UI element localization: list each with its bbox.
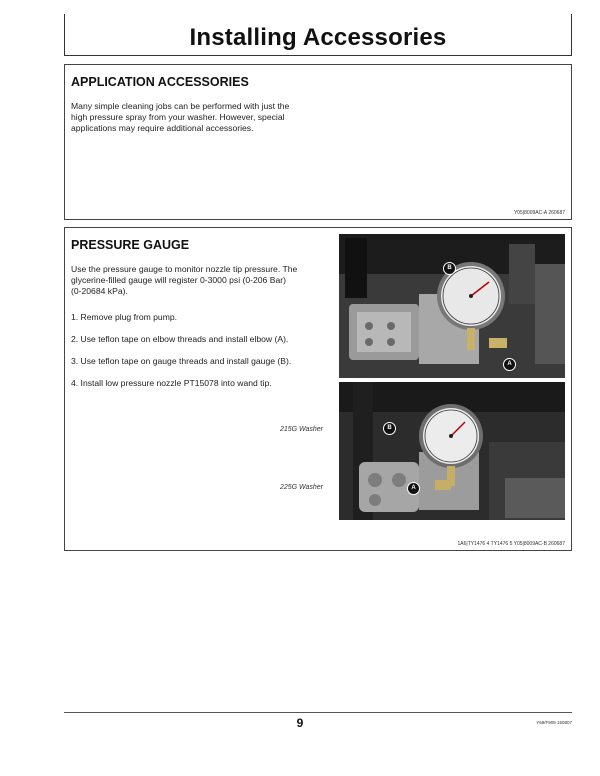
intro-line-3: (0-20684 kPa).	[71, 286, 128, 296]
gauge-photo-215g	[339, 234, 565, 378]
intro-line-2: glycerine-filled gauge will register 0-3000 psi (0-206 Bar)	[71, 275, 286, 285]
installation-steps	[71, 312, 331, 400]
step-item: 2. Use teflon tape on elbow threads and install elbow (A).	[71, 334, 289, 344]
body-line-1: Many simple cleaning jobs can be performed with just the	[71, 101, 290, 111]
callout-a: A	[407, 482, 420, 495]
pressure-gauge-section	[64, 227, 572, 551]
intro-line-1: Use the pressure gauge to monitor nozzle tip pressure. The	[71, 264, 298, 274]
callout-a: A	[503, 358, 516, 371]
page-title: Installing Accessories	[189, 24, 447, 51]
step-item: 4. Install low pressure nozzle PT15078 into wand tip.	[71, 378, 272, 388]
photo-caption-225g: 225G Washer	[279, 484, 323, 491]
application-accessories-section	[64, 64, 572, 220]
step-item: 3. Use teflon tape on gauge threads and install gauge (B).	[71, 356, 292, 366]
gauge-photo-225g-art	[339, 382, 565, 520]
body-line-2: high pressure spray from your washer. However, special	[71, 112, 285, 122]
photo-caption-215g: 215G Washer	[279, 426, 323, 433]
reference-code: 1A6|TY1476 4 TY1476 5 Y05|8009AC-B 260687	[457, 541, 565, 547]
page-number: 9	[296, 716, 304, 730]
body-line-3: applications may require additional accessories.	[71, 123, 254, 133]
page-header	[64, 14, 572, 56]
gauge-photo-215g-art	[339, 234, 565, 378]
section-heading: APPLICATION ACCESSORIES	[71, 75, 249, 89]
callout-b: B	[443, 262, 456, 275]
footer-code: Y68/F909 150807	[536, 720, 572, 725]
reference-code: Y05|8009AC-A 260687	[513, 210, 565, 216]
footer-divider	[64, 712, 572, 713]
gauge-photo-225g	[339, 382, 565, 520]
step-item: 1. Remove plug from pump.	[71, 312, 178, 322]
section-heading: PRESSURE GAUGE	[71, 238, 190, 252]
callout-b: B	[383, 422, 396, 435]
